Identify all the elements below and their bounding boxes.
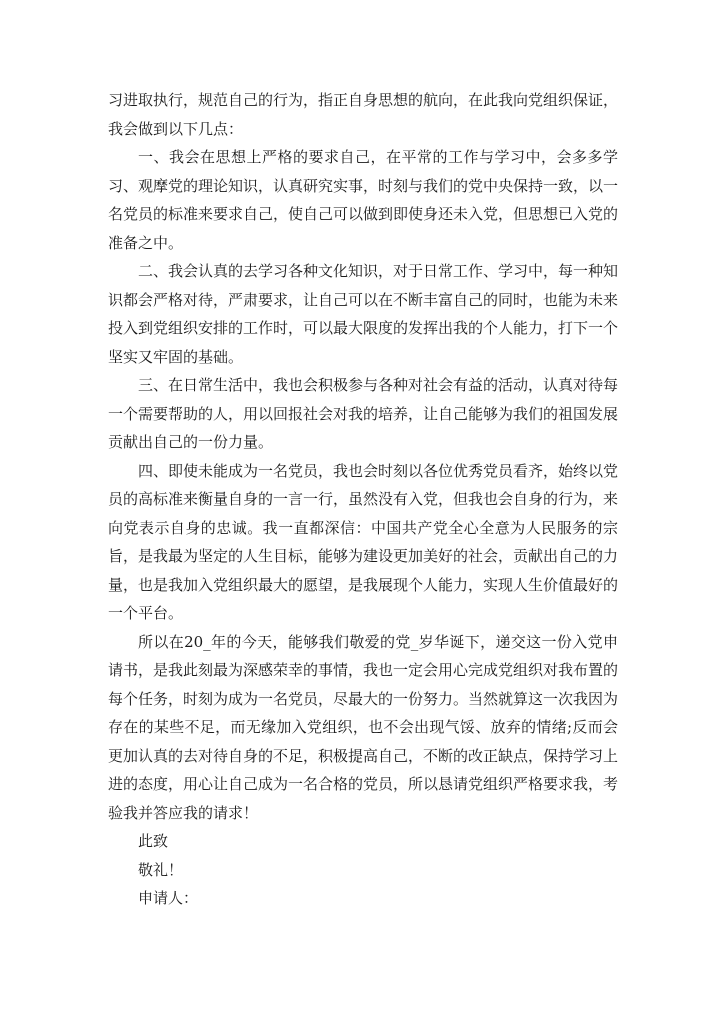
document-page [108, 86, 618, 913]
paragraph-point-four: 四、即使未能成为一名党员，我也会时刻以各位优秀党员看齐，始终以党员的高标准来衡量自身的一言一行，虽然没有入党，但我也会自身的行为，来向党表示自身的忠诚。我一直都深信：中国共产党全心全意为人民服务的宗旨，是我最为坚定的人生目标，能够为建设更加美好的社会，贡献出自己的力量，也是我加入党组织最大的愿望，是我展现个人能力，实现人生价值最好的一个平台。 [108, 461, 619, 622]
paragraph-point-one: 一、我会在思想上严格的要求自己，在平常的工作与学习中，会多多学习、观摩党的理论知识，认真研究实事，时刻与我们的党中央保持一致，以一名党员的标准来要求自己，使自己可以做到即使身还未入党，但思想已入党的准备之中。 [108, 148, 619, 252]
paragraph-point-two: 二、我会认真的去学习各种文化知识，对于日常工作、学习中，每一种知识都会严格对待，严肃要求，让自己可以在不断丰富自己的同时，也能为未来投入到党组织安排的工作时，可以最大限度的发挥出我的个人能力，打下一个坚实又牢固的基础。 [108, 262, 619, 366]
applicant-label: 申请人： [138, 889, 199, 907]
closing-salutation: 此致 [138, 832, 169, 850]
paragraph-intro: 习进取执行，规范自己的行为，指正自身思想的航向，在此我向党组织保证，我会做到以下几点： [108, 91, 619, 138]
closing-regards: 敬礼！ [138, 860, 184, 879]
paragraph-point-three: 三、在日常生活中，我也会积极参与各种对社会有益的活动，认真对待每一个需要帮助的人，用以回报社会对我的培养，让自己能够为我们的祖国发展贡献出自己的一份力量。 [108, 376, 619, 451]
paragraph-conclusion: 所以在20_年的今天，能够我们敬爱的党_岁华诞下，递交这一份入党申请书，是我此刻最为深感荣幸的事情，我也一定会用心完成党组织对我布置的每个任务，时刻为成为一名党员，尽最大的一份努力。当然就算这一次我因为存在的某些不足，而无缘加入党组织，也不会出现气馁、放弃的情绪;反而会更加认真的去对待自身的不足，积极提高自己，不断的改正缺点，保持学习上进的态度，用心让自己成为一名合格的党员，所以恳请党组织严格要求我，考验我并答应我的请求！ [108, 632, 619, 822]
